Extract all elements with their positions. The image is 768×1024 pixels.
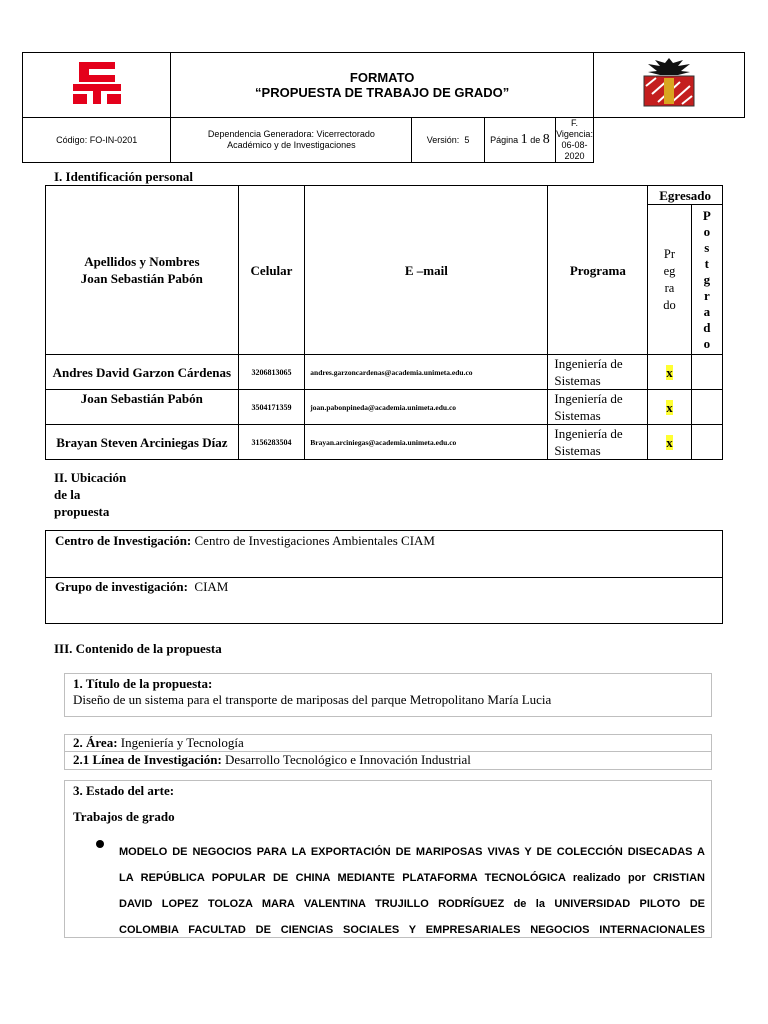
grupo-box	[45, 577, 723, 624]
bullet-icon	[96, 840, 104, 848]
pagina-total: 8	[542, 132, 550, 147]
postgrado-letter: g	[703, 271, 711, 287]
pregrado-part: do	[663, 297, 676, 312]
col-name-a: Apellidos y Nombres	[84, 254, 200, 269]
row-pregrado	[648, 355, 691, 390]
linea-line	[73, 752, 471, 768]
vigencia-value: 06-08-2020	[561, 140, 588, 161]
row-program: Ingeniería de Sistemas	[548, 390, 648, 425]
section2-title-line: propuesta	[54, 504, 110, 519]
area-box	[64, 734, 712, 752]
bullet-line: MODELO DE NEGOCIOS PARA LA EXPORTACIÓN DE MARIPOSAS VIVAS Y DE COLECCIÓN DISECADAS A	[119, 846, 705, 858]
row-program: Ingeniería de Sistemas	[548, 355, 648, 390]
bullet-line: DAVID LOPEZ TOLOZA MARA VALENTINA TRUJILLO RODRÍGUEZ de la UNIVERSIDAD PILOTO DE	[119, 898, 705, 910]
col-name-header	[46, 186, 239, 355]
postgrado-letter: a	[703, 303, 711, 319]
dependencia-cell: Dependencia Generadora: Vicerrectorado Académico y de Investigaciones	[171, 118, 412, 163]
version-label: Versión:	[426, 134, 460, 145]
section1-title: I. Identificación personal	[54, 169, 194, 184]
row-email: Brayan.arciniegas@academia.unimeta.edu.co	[305, 425, 548, 460]
centro-label: Centro de Investigación:	[55, 533, 192, 548]
postgrado-letter: r	[703, 287, 710, 303]
pagina-num: 1	[520, 132, 528, 147]
pagina-cell	[484, 118, 555, 163]
row-postgrado	[691, 390, 722, 425]
section3-title: III. Contenido de la propuesta	[54, 641, 222, 656]
row-name: Joan Sebastián Pabón	[46, 390, 239, 425]
vigencia-cell	[556, 118, 594, 163]
grupo-label: Grupo de investigación:	[55, 579, 188, 594]
header-table	[22, 52, 745, 163]
grupo-value: CIAM	[194, 579, 229, 594]
row-pregrado	[648, 425, 691, 460]
pagina-label: Página	[490, 135, 519, 145]
eagle-crest-icon	[638, 56, 700, 110]
row-name: Brayan Steven Arciniegas Díaz	[46, 425, 239, 460]
col-celular: Celular	[238, 186, 305, 355]
grupo-line	[55, 579, 228, 595]
centro-line	[55, 533, 435, 549]
linea-label: 2.1 Línea de Investigación:	[73, 752, 222, 767]
row-phone: 3206813065	[238, 355, 305, 390]
postgrado-letter: P	[702, 207, 711, 223]
pregrado-part: eg	[663, 263, 676, 278]
row-pregrado	[648, 390, 691, 425]
centro-box	[45, 530, 723, 578]
personal-table	[45, 185, 723, 460]
bullet-line: COLOMBIA FACULTAD DE CIENCIAS SOCIALES Y EMPRESARIALES NEGOCIOS INTERNACIONALES	[119, 924, 705, 936]
col-pregrado	[648, 205, 691, 355]
row-phone: 3504171359	[238, 390, 305, 425]
table-row	[46, 425, 723, 460]
postgrado-letter: o	[703, 335, 711, 351]
pregrado-mark: x	[666, 399, 673, 415]
pregrado-part: ra	[664, 280, 675, 295]
table-row	[46, 355, 723, 390]
version-cell	[412, 118, 484, 163]
area-label: 2. Área:	[73, 735, 118, 750]
col-egresado: Egresado	[648, 186, 723, 205]
section2-title	[54, 469, 126, 520]
bullet-line: LA REPÚBLICA POPULAR DE CHINA MEDIANTE PLATAFORMA TECNOLÓGICA realizado por CRISTIAN	[119, 872, 705, 884]
crest-cell	[593, 53, 744, 118]
postgrado-letter: o	[703, 223, 711, 239]
area-value: Ingeniería y Tecnología	[120, 735, 244, 750]
bullet-item	[119, 839, 705, 943]
titulo-box	[64, 673, 712, 717]
linea-value: Desarrollo Tecnológico e Innovación Industrial	[225, 752, 471, 767]
row-email: joan.pabonpineda@academia.unimeta.edu.co	[305, 390, 548, 425]
version-value: 5	[464, 134, 470, 145]
titulo-label: 1. Título de la propuesta:	[73, 676, 213, 691]
postgrado-letter: s	[704, 239, 710, 255]
table-row	[46, 390, 723, 425]
estado-box	[64, 780, 712, 938]
pregrado-mark: x	[666, 364, 673, 380]
pregrado-mark: x	[666, 434, 673, 450]
section2-title-line: II. Ubicación	[54, 470, 127, 485]
vigencia-label: F. Vigencia:	[556, 118, 593, 139]
row-postgrado	[691, 425, 722, 460]
row-phone: 3156283504	[238, 425, 305, 460]
postgrado-letter: t	[704, 255, 709, 271]
university-logo-cell	[23, 53, 171, 118]
col-postgrado	[691, 205, 722, 355]
trabajos-label: Trabajos de grado	[73, 809, 175, 824]
title-cell	[171, 53, 594, 118]
col-programa: Programa	[548, 186, 648, 355]
col-email: E –mail	[305, 186, 548, 355]
centro-value: Centro de Investigaciones Ambientales CIAM	[194, 533, 435, 548]
area-line	[73, 735, 244, 751]
row-program: Ingeniería de Sistemas	[548, 425, 648, 460]
row-email: andres.garzoncardenas@academia.unimeta.edu.co	[305, 355, 548, 390]
section2-title-line: de la	[54, 487, 81, 502]
postgrado-letter: d	[703, 319, 711, 335]
codigo-cell: Código: FO-IN-0201	[23, 118, 171, 163]
pagina-de: de	[530, 135, 541, 145]
form-title: FORMATO	[349, 70, 415, 85]
col-name-b: Joan Sebastián Pabón	[80, 271, 203, 286]
linea-box	[64, 751, 712, 770]
university-logo-icon	[69, 58, 125, 108]
pregrado-part: Pr	[663, 246, 676, 261]
form-subtitle: “PROPUESTA DE TRABAJO DE GRADO”	[255, 85, 510, 100]
estado-label: 3. Estado del arte:	[73, 783, 175, 798]
row-name: Andres David Garzon Cárdenas	[46, 355, 239, 390]
row-postgrado	[691, 355, 722, 390]
titulo-value: Diseño de un sistema para el transporte de mariposas del parque Metropolitano María Lucia	[73, 692, 552, 707]
